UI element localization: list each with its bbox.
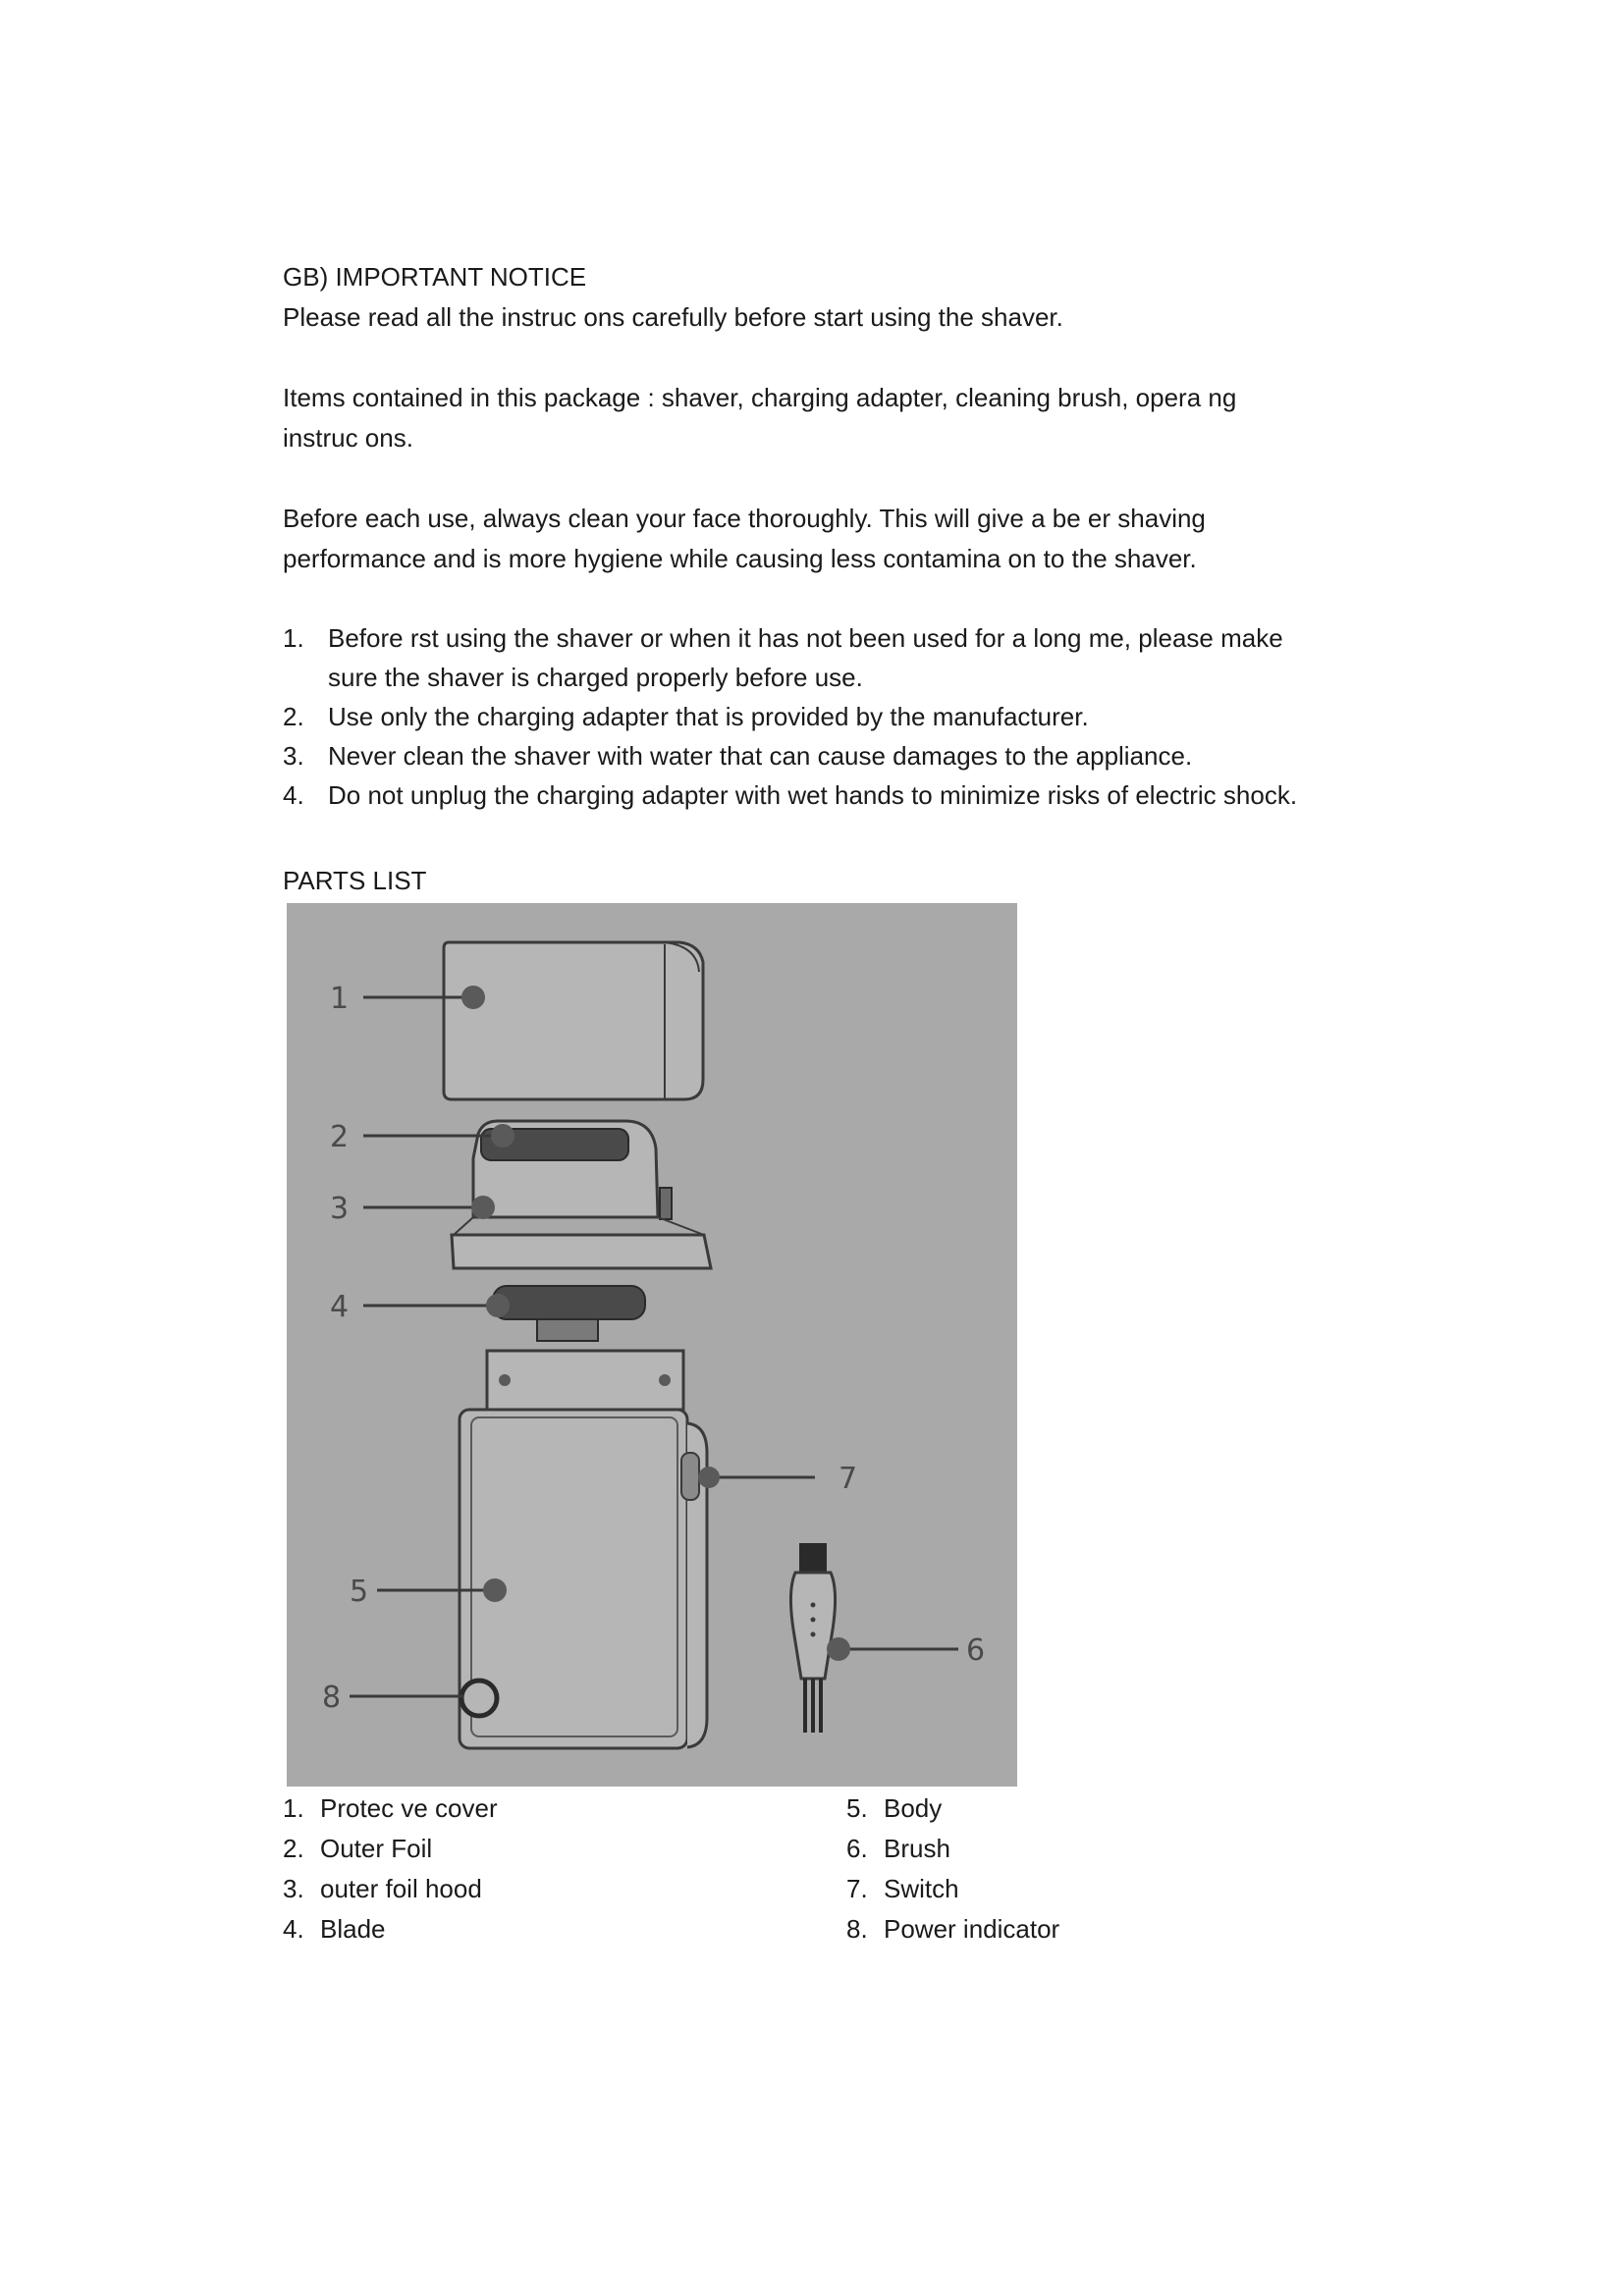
- parts-list-item: [283, 1829, 498, 1869]
- shaver-body-illustration: [460, 1351, 707, 1748]
- instruction-item: [283, 697, 1363, 736]
- part-number: 6.: [846, 1834, 868, 1863]
- blade-illustration: [493, 1286, 645, 1341]
- instruction-number: 4.: [283, 780, 304, 810]
- part-number: 8.: [846, 1914, 868, 1944]
- package-items-line-2: instruc ons.: [283, 423, 413, 453]
- instruction-number: 1.: [283, 623, 304, 653]
- part-label: Power indicator: [884, 1914, 1060, 1944]
- part-number: 4.: [283, 1914, 304, 1944]
- parts-list-left: [283, 1789, 498, 1949]
- parts-list-item: [283, 1909, 498, 1949]
- part-label: Brush: [884, 1834, 950, 1863]
- callout-6: 6: [966, 1633, 986, 1668]
- part-label: Blade: [320, 1914, 386, 1944]
- notice-heading: GB) IMPORTANT NOTICE: [283, 262, 587, 292]
- shaver-exploded-view: [287, 903, 1017, 1787]
- part-label: Switch: [884, 1874, 959, 1903]
- instruction-text: Do not unplug the charging adapter with wet hands to minimize risks of electric shock.: [328, 780, 1298, 810]
- part-label: Body: [884, 1793, 943, 1823]
- parts-list-item: [846, 1829, 1059, 1869]
- parts-list-item: [846, 1789, 1059, 1829]
- cleaning-brush-illustration: [790, 1543, 835, 1733]
- callout-3: 3: [330, 1192, 350, 1226]
- part-number: 5.: [846, 1793, 868, 1823]
- package-items-line-1: Items contained in this package : shaver, charging adapter, cleaning brush, opera ng: [283, 383, 1237, 412]
- callout-7: 7: [839, 1462, 858, 1496]
- parts-list-item: [283, 1869, 498, 1909]
- instruction-item: [283, 618, 1363, 697]
- instruction-text-line-2: sure the shaver is charged properly before use.: [328, 663, 863, 692]
- outer-foil-hood-illustration: [452, 1121, 711, 1268]
- parts-list-item: [846, 1869, 1059, 1909]
- callout-1: 1: [330, 982, 350, 1016]
- instruction-number: 2.: [283, 702, 304, 731]
- cleaning-advice-line-1: Before each use, always clean your face thoroughly. This will give a be er shaving: [283, 504, 1206, 533]
- parts-list-heading: PARTS LIST: [283, 866, 427, 895]
- part-number: 2.: [283, 1834, 304, 1863]
- instruction-list: [283, 618, 1363, 815]
- part-number: 1.: [283, 1793, 304, 1823]
- callout-2: 2: [330, 1120, 350, 1154]
- instruction-item: [283, 736, 1363, 775]
- instruction-text: Use only the charging adapter that is provided by the manufacturer.: [328, 702, 1089, 731]
- part-label: outer foil hood: [320, 1874, 482, 1903]
- parts-list-item: [846, 1909, 1059, 1949]
- callout-5: 5: [350, 1575, 369, 1609]
- cleaning-advice-line-2: performance and is more hygiene while causing less contamina on to the shaver.: [283, 544, 1197, 573]
- notice-intro: Please read all the instruc ons carefully before start using the shaver.: [283, 302, 1063, 332]
- part-number: 7.: [846, 1874, 868, 1903]
- instruction-text-line-1: Before rst using the shaver or when it has not been used for a long me, please make: [328, 623, 1283, 653]
- callout-4: 4: [330, 1290, 350, 1324]
- callout-8: 8: [322, 1681, 342, 1715]
- instruction-text: Never clean the shaver with water that can cause damages to the appliance.: [328, 741, 1193, 771]
- protective-cover-illustration: [444, 942, 703, 1099]
- instruction-item: [283, 775, 1363, 815]
- part-label: Outer Foil: [320, 1834, 433, 1863]
- parts-list-item: [283, 1789, 498, 1829]
- part-number: 3.: [283, 1874, 304, 1903]
- instruction-number: 3.: [283, 741, 304, 771]
- parts-diagram: [287, 903, 1017, 1787]
- part-label: Protec ve cover: [320, 1793, 498, 1823]
- parts-list-right: [846, 1789, 1059, 1949]
